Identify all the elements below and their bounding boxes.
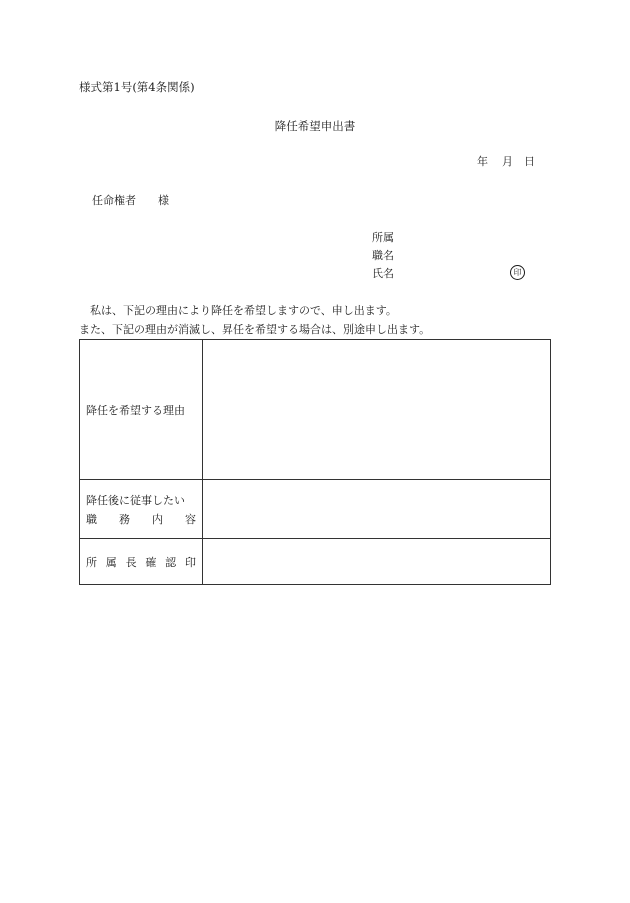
reason-label: 降任を希望する理由 bbox=[80, 340, 203, 480]
application-table bbox=[79, 339, 551, 585]
position-label: 職名 bbox=[372, 249, 394, 262]
body-text-line1: 私は、下記の理由により降任を希望しますので、申し出ます。 bbox=[90, 304, 397, 317]
table-row bbox=[80, 480, 551, 539]
table-row bbox=[80, 539, 551, 585]
document-title: 降任希望申出書 bbox=[274, 119, 356, 133]
seal-icon: 印 bbox=[510, 265, 525, 280]
confirm-label: 所 属 長 確 認 印 bbox=[80, 539, 203, 585]
month-label: 月 bbox=[502, 155, 513, 168]
affiliation-label: 所属 bbox=[372, 231, 394, 244]
form-number: 様式第1号(第4条関係) bbox=[79, 80, 195, 94]
table-row bbox=[80, 340, 551, 480]
confirm-seal-field[interactable] bbox=[203, 539, 551, 585]
name-label: 氏名 bbox=[372, 267, 394, 280]
addressee-honorific: 様 bbox=[158, 194, 169, 207]
day-label: 日 bbox=[524, 155, 535, 168]
duty-field[interactable] bbox=[203, 480, 551, 539]
duty-label bbox=[80, 480, 203, 539]
applicant-block bbox=[372, 232, 394, 286]
reason-field[interactable] bbox=[203, 340, 551, 480]
year-label: 年 bbox=[477, 155, 488, 168]
addressee-name: 任命権者 bbox=[92, 194, 136, 207]
body-text-line2: また、下記の理由が消滅し、昇任を希望する場合は、別途申し出ます。 bbox=[79, 323, 431, 336]
duty-label-line2: 職 務 内 容 bbox=[86, 512, 196, 526]
duty-label-line1: 降任後に従事したい bbox=[86, 493, 185, 507]
addressee bbox=[92, 195, 169, 206]
